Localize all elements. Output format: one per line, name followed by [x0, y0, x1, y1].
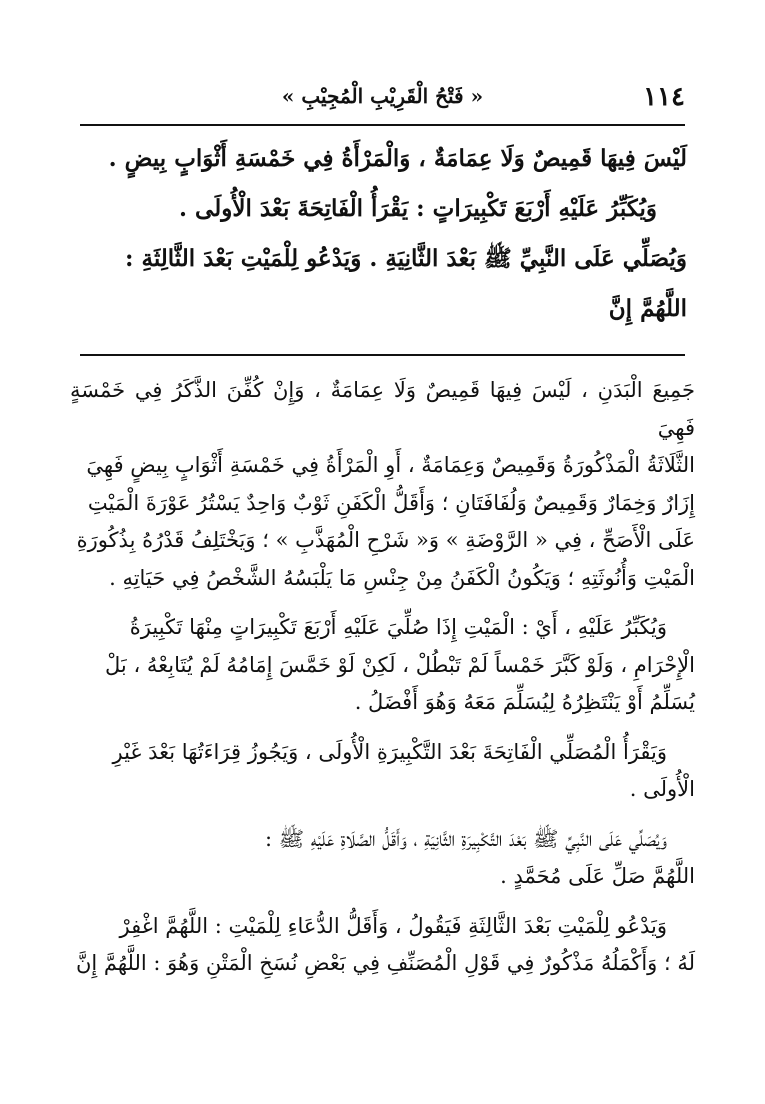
sharh-line: اللَّهُمَّ صَلِّ عَلَى مُحَمَّدٍ .	[500, 864, 695, 888]
running-title: « فَتْحُ الْقَرِيْبِ الْمُجِيْبِ »	[281, 84, 484, 108]
matn-line: اللَّهُمَّ إِنَّ	[608, 295, 687, 322]
sharh-paragraph	[70, 609, 695, 722]
header-rule	[80, 124, 685, 126]
matn-line: وَيُكَبِّرُ عَلَيْهِ أَرْبَعَ تَكْبِيرَاتٍ : يَقْرَأُ الْفَاتِحَةَ بَعْدَ الْأُولَى .	[179, 195, 657, 222]
sharh-line: وَيُصَلِّي عَلَى النَّبِيِّ ﷺ بَعْدَ التَّكْبِيرَةِ الثَّانِيَةِ ، وَأَقَلُّ الصَّلَاةِ عَلَيْهِ ﷺ :	[265, 826, 667, 851]
matn-line: وَيُصَلِّي عَلَى النَّبِيِّ ﷺ بَعْدَ الثَّانِيَةِ . وَيَدْعُو لِلْمَيْتِ بَعْدَ الثَّالِثَةِ :	[125, 245, 687, 272]
matn-sharh-divider	[80, 354, 685, 356]
sharh-line: الْأُولَى .	[629, 777, 695, 801]
sharh-line: وَيَقْرَأُ الْمُصَلِّي الْفَاتِحَةَ بَعْدَ التَّكْبِيرَةِ الْأُولَى ، وَيَجُوزُ قِرَاءَتُهَا بَعْدَ غَيْرِ	[112, 739, 667, 764]
sharh-line: وَيُكَبِّرُ عَلَيْهِ ، أَيْ : الْمَيْتِ إِذَا صُلِّيَ عَلَيْهِ أَرْبَعَ تَكْبِيرَاتٍ مِنْهَا تَكْبِيرَةُ	[129, 615, 667, 639]
sharh-line: جَمِيعَ الْبَدَنِ ، لَيْسَ فِيهَا قَمِيصٌ وَلَا عِمَامَةٌ ، وَإِنْ كُفِّنَ الذَّكَرُ فِي خَمْسَةٍ فَهِيَ	[70, 378, 695, 440]
sharh-line: عَلَى الْأَصَحِّ ، فِي « الرَّوْضَةِ » وَ« شَرْحِ الْمُهَذَّبِ » ؛ وَيَخْتَلِفُ قَدْرُهُ بِذُكُورَةِ	[76, 528, 695, 552]
sharh-text	[70, 372, 695, 983]
sharh-paragraph	[70, 821, 695, 896]
matn-text	[78, 134, 687, 334]
page-number: ١١٤	[643, 82, 685, 112]
sharh-line: الْمَيْتِ وَأُنُوثَتِهِ ؛ وَيَكُونُ الْكَفَنُ مِنْ جِنْسِ مَا يَلْبَسُهُ الشَّخْصُ فِي حَيَاتِهِ .	[109, 565, 695, 590]
sharh-line: لَهُ ؛ وَأَكْمَلُهُ مَذْكُورٌ فِي قَوْلِ الْمُصَنِّفِ فِي بَعْضِ نُسَخِ الْمَتْنِ وَهُوَ : اللَّهُمَّ إِنَّ	[75, 951, 695, 975]
sharh-line: يُسَلِّمُ أَوْ يَنْتَظِرُهُ لِيُسَلِّمَ مَعَهُ وَهُوَ أَفْضَلُ .	[354, 690, 695, 714]
sharh-paragraph	[70, 372, 695, 597]
sharh-line: الثَّلَاثَةُ الْمَذْكُورَةُ وَقَمِيصٌ وَعِمَامَةٌ ، أَوِ الْمَرْأَةُ فِي خَمْسَةِ أَثْوَابٍ بِيضٍ فَهِيَ	[86, 453, 695, 477]
page-header	[80, 78, 685, 118]
sharh-line: الْإِحْرَامِ ، وَلَوْ كَبَّرَ خَمْساً لَمْ تَبْطُلْ ، لَكِنْ لَوْ خَمَّسَ إِمَامُهُ لَمْ يُتَابِعْهُ ، بَلْ	[105, 652, 695, 677]
sharh-line: إِزَارٌ وَخِمَارٌ وَقَمِيصٌ وَلُفَافَتَانِ ؛ وَأَقَلُّ الْكَفَنِ ثَوْبٌ وَاحِدٌ يَسْتُرُ عَوْرَةَ الْمَيْتِ	[87, 490, 695, 515]
sharh-paragraph	[70, 908, 695, 983]
sharh-paragraph	[70, 734, 695, 809]
sharh-line: وَيَدْعُو لِلْمَيْتِ بَعْدَ الثَّالِثَةِ فَيَقُولُ ، وَأَقَلُّ الدُّعَاءِ لِلْمَيْتِ : اللَّهُمَّ اغْفِرْ	[119, 913, 667, 938]
matn-line: لَيْسَ فِيهَا قَمِيصٌ وَلَا عِمَامَةٌ ، وَالْمَرْأَةُ فِي خَمْسَةِ أَثْوَابٍ بِيضٍ .	[108, 145, 687, 172]
